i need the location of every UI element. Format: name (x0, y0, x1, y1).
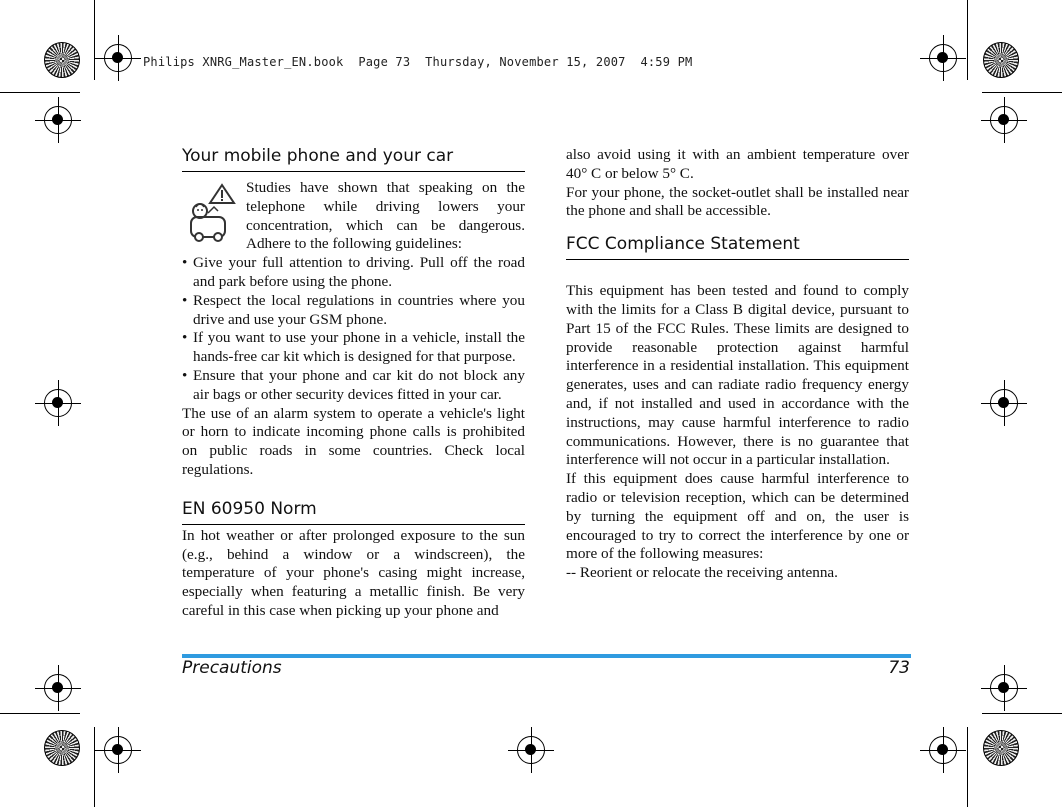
alarm-text: The use of an alarm system to operate a vehicle's light or horn to indicate incoming phone calls is prohibited on public roads in some countries. Check local regulations. (182, 404, 525, 478)
color-star-target-icon (983, 42, 1019, 78)
continued-text-socket: For your phone, the socket-outlet shall be installed near the phone and shall be accessible. (566, 183, 909, 220)
fcc-text-1: This equipment has been tested and found to comply with the limits for a Class B digital device, pursuant to Part 15 of the FCC Rules. These limits are designed to provide reasonable protection against harmful interference in a residential installation. This equipment generates, uses and can radiate radio frequency energy and, if not installed and used in accordance with the instructions, may cause harmful interference to radio communications. However, there is no guarantee that interference will not occur in a particular installation. (566, 282, 909, 469)
registration-mark-icon (929, 736, 957, 764)
registration-mark-icon (990, 106, 1018, 134)
color-star-target-icon (44, 42, 80, 78)
continued-text-temperature: also avoid using it with an ambient temperature over 40° C or below 5° C. (566, 146, 909, 182)
list-item: • Respect the local regulations in countries where you drive and use your GSM phone. (182, 292, 525, 330)
registration-mark-icon (990, 389, 1018, 417)
fcc-text-3: -- Reorient or relocate the receiving antenna. (566, 564, 838, 582)
section-title-norm: EN 60950 Norm (182, 498, 525, 525)
warning-driver-icon (188, 183, 236, 243)
footer-section-name: Precautions (182, 658, 282, 678)
footer-rule (182, 654, 911, 658)
section-title-fcc: FCC Compliance Statement (566, 233, 909, 260)
list-item: • Give your full attention to driving. Pull off the road and park before using the phone. (182, 254, 525, 292)
registration-mark-icon (104, 44, 132, 72)
car-intro-text: Studies have shown that speaking on the telephone while driving lowers your concentration, which can be dangerous. Adhere to the following guidelines: (246, 179, 525, 253)
registration-mark-icon (44, 674, 72, 702)
car-guidelines-list (182, 254, 525, 404)
page-number: 73 (888, 658, 910, 678)
right-column (566, 146, 909, 583)
color-star-target-icon (44, 730, 80, 766)
registration-mark-icon (990, 674, 1018, 702)
left-column (182, 145, 525, 621)
registration-mark-icon (929, 44, 957, 72)
section-title-car: Your mobile phone and your car (182, 145, 525, 172)
registration-mark-icon (44, 106, 72, 134)
color-star-target-icon (983, 730, 1019, 766)
norm-text: In hot weather or after prolonged exposure to the sun (e.g., behind a window or a windscreen), the temperature of your phone's casing might increase, especially when featuring a metallic finish. Be very careful in this case when picking up your phone and (182, 526, 525, 619)
list-item: • If you want to use your phone in a vehicle, install the hands-free car kit which is designed for that purpose. (182, 329, 525, 367)
fcc-text-2: If this equipment does cause harmful interference to radio or television reception, which can be determined by turning the equipment off and on, the user is encouraged to try to correct the interference by one or more of the following measures: (566, 470, 909, 563)
list-item: • Ensure that your phone and car kit do not block any air bags or other security devices fitted in your car. (182, 367, 525, 405)
print-stamp: Philips XNRG_Master_EN.book Page 73 Thursday, November 15, 2007 4:59 PM (143, 55, 693, 69)
registration-mark-icon (517, 736, 545, 764)
registration-mark-icon (44, 389, 72, 417)
registration-mark-icon (104, 736, 132, 764)
